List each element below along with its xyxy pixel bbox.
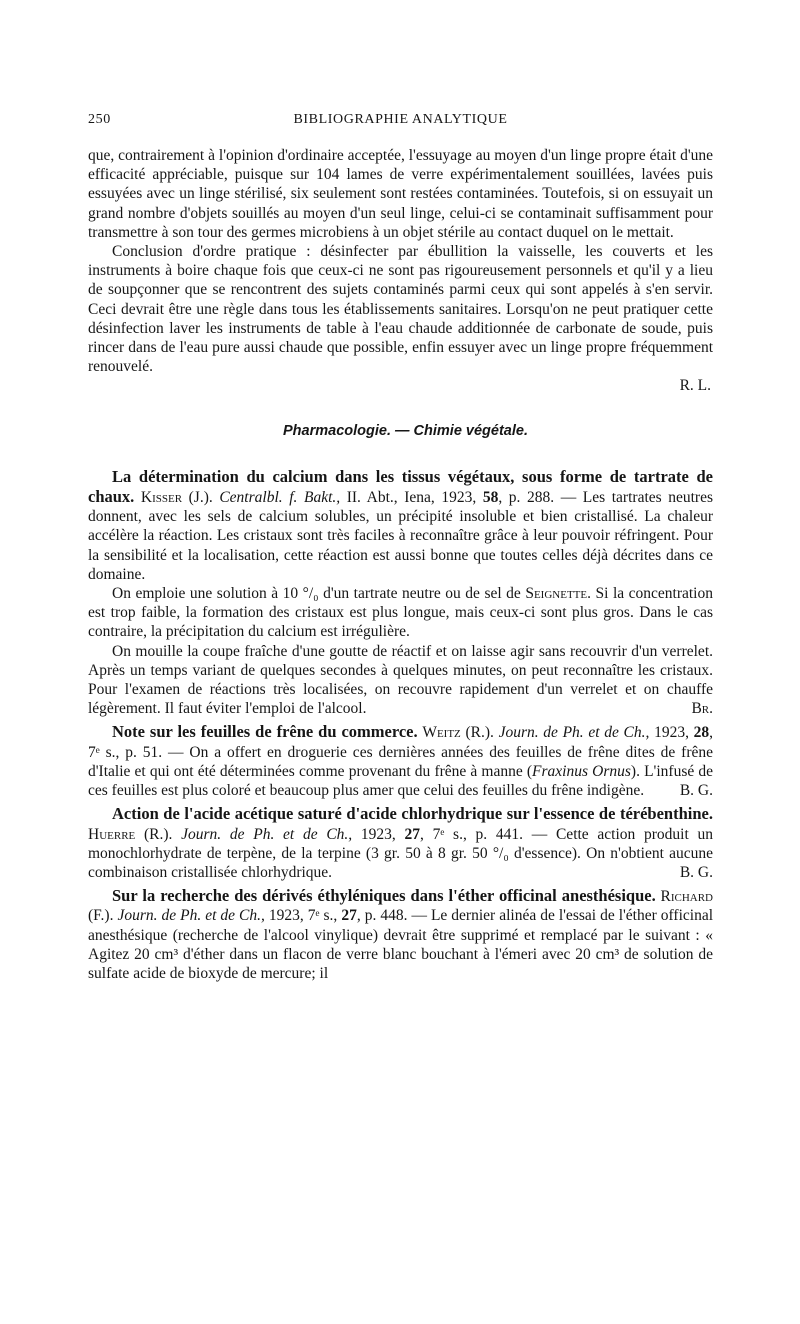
intro-paragraph-1: que, contrairement à l'opinion d'ordinaire acceptée, l'essuyage au moyen d'un linge propre était d'une efficacité appréciable, puisque sur 104 lames de verre expérimentalement souillées, lavées puis essuyées avec un linge stérilisé, six seulement sont restées contaminées. Toutefois, si on essuyait un grand nombre d'objets souillés au moyen d'un seul linge, celui-ci se contaminait suffisamment pour transmettre à son tour des germes microbiens à un objet stérile au contact duquel on le mettait. xyxy=(88,147,713,241)
entry-signature: B. G. xyxy=(679,863,713,881)
entry-journal: Journ. de Ph. et de Ch., xyxy=(498,724,650,742)
entry-ref: II. Abt., Iena, 1923, xyxy=(340,489,483,507)
entry-title: Action de l'acide acétique saturé d'acide chlorhydrique sur l'essence de térébenthine. xyxy=(112,804,713,824)
entry-acide-acetique xyxy=(88,804,713,882)
entry-ether xyxy=(88,886,713,983)
entry-calcium xyxy=(88,467,713,719)
entry-abstract: , 7ᵉ s., p. 51. — On a offert en droguerie ces dernières années des feuilles de frêne dites de frêne d'Italie et qui ont été déterminées comme provenant du frêne à manne ( xyxy=(88,724,714,780)
entry-ref: 1923, xyxy=(352,825,405,843)
entry-author: Huerre (R.). xyxy=(88,825,173,843)
entry-volume: 27 xyxy=(404,825,420,843)
entry-journal: Journ. de Ph. et de Ch., xyxy=(181,825,353,843)
running-header xyxy=(88,112,713,136)
intro-paragraph-2: Conclusion d'ordre pratique : désinfecter par ébullition la vaisselle, les couverts et les instruments à boire chaque fois que ceux-ci ne sont pas rigoureusement personnels et qu'il y a lieu de soupçonner que se rencontrent des sujets contaminés parmi ceux qui sont appelés à s'en servir. Ceci devrait être une règle dans tous les établissements sanitaires. Lorsqu'on ne peut pratiquer cette désinfection laver les instruments de table à l'eau chaude additionnée de carbonate de soude, puis rincer dans de l'eau pure aussi chaude que possible, enfin essuyer avec un linge propre fréquemment renouvelé. xyxy=(88,243,713,376)
entry-frene xyxy=(88,722,713,800)
entry-author: Kisser (J.). xyxy=(140,489,213,507)
article-body xyxy=(88,146,713,983)
entry-abstract: , p. 288. — Les tartrates neutres donnent, avec les sels de calcium solubles, un précipité insoluble et bien cristallisé. La chaleur accélère la réaction. Les cristaux sont très faciles à reconnaître grâce à leur pouvoir réfringent. Pour la sensibilité et la localisation, cette réaction est aussi bonne que toutes celles déjà décrites dans ce domaine. xyxy=(88,489,714,583)
entry-title: Note sur les feuilles de frêne du commerce. xyxy=(112,722,418,742)
entry-volume: 58 xyxy=(482,489,499,507)
entry-title: La détermination du calcium dans les tissus végétaux, sous forme de tartrate de chaux. xyxy=(88,466,713,507)
running-title: BIBLIOGRAPHIE ANALYTIQUE xyxy=(293,112,508,127)
entry-abstract-p3: On mouille la coupe fraîche d'une goutte de réactif et on laisse agir sans recouvrir d'un verrelet. Après un temps variant de quelques secondes à quelques minutes, on peut reconnaître les cristaux. Pour l'examen de réactions très localisées, on recouvre rapidement d'un verrelet et on chauffe légèrement. Il faut éviter l'emploi de l'alcool. xyxy=(88,642,713,718)
intro-signature: R. L. xyxy=(679,377,711,395)
entry-journal: Centralbl. f. Bakt., xyxy=(219,489,341,507)
entry-volume: 28 xyxy=(693,724,710,742)
entry-title: Sur la recherche des dérivés éthyléniques dans l'éther officinal anesthésique. xyxy=(112,886,656,906)
entry-abstract: , 7ᵉ s., p. 441. — Cette action produit un monochlorhydrate de terpène, de la terpine (3 gr. 50 à 8 gr. 50 °/₀ d'essence). On n'obtient aucune combinaison cristallisée chlorhydrique. xyxy=(88,825,714,881)
section-heading: Pharmacologie. — Chimie végétale. xyxy=(283,422,528,439)
entry-signature: Br. xyxy=(691,700,713,718)
entry-abstract-p2: On emploie une solution à 10 °/₀ d'un tartrate neutre ou de sel de xyxy=(112,585,526,603)
entry-ref: 1923, xyxy=(649,724,694,742)
entry-author: Richard (F.). xyxy=(88,888,713,925)
entry-ref: 1923, 7ᵉ s., xyxy=(264,907,342,925)
entry-abstract: , p. 448. — Le dernier alinéa de l'essai de l'éther officinal anesthésique (recherche de l'alcool vinylique) devrait être supprimé et remplacé par le suivant : « Agitez 20 cm³ d'éther dans un flacon de verre blanc bouchant à l'émeri avec 20 cm³ de solution de sulfate acide de bioxyde de mercure; il xyxy=(88,907,714,982)
entry-person-name: Seignette. xyxy=(525,585,591,603)
entry-signature: B. G. xyxy=(679,782,713,800)
entry-journal: Journ. de Ph. et de Ch., xyxy=(117,907,265,925)
entry-species: Fraxinus Ornus xyxy=(532,762,631,780)
entry-abstract-p2-cont: Si la concentration est trop faible, la formation des cristaux est plus longue, mais ceux-ci sont plus gros. Dans le cas contraire, la précipitation du calcium est irrégulière. xyxy=(88,585,713,641)
entry-abstract-cont: ). L'infusé de ces feuilles est plus coloré et beaucoup plus amer que celui des feuilles du frêne indigène. xyxy=(88,762,713,800)
entry-volume: 27 xyxy=(341,907,357,925)
page-number: 250 xyxy=(88,112,111,127)
entry-author: Weitz (R.). xyxy=(422,724,494,742)
